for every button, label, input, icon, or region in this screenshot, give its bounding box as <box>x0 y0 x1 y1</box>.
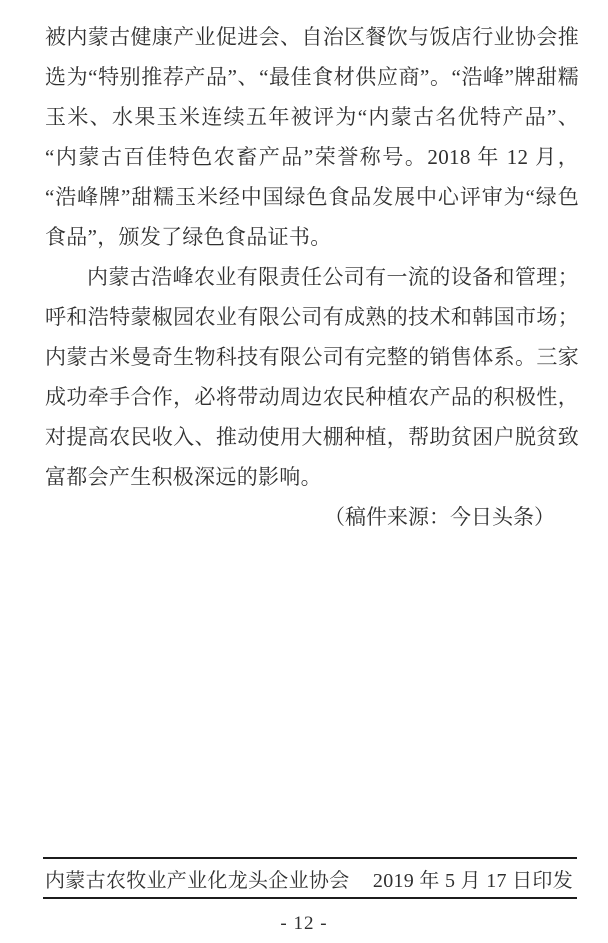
footer-print-date: 2019 年 5 月 17 日印发 <box>372 869 573 892</box>
footer-issuer: 内蒙古农牧业产业化龙头企业协会 <box>45 869 350 892</box>
page-number: - 12 - <box>280 913 328 934</box>
document-body <box>45 17 579 537</box>
source-note: （稿件来源：今日头条） <box>324 505 555 529</box>
paragraph-cooperation: 内蒙古浩峰农业有限责任公司有一流的设备和管理；呼和浩特蒙椒园农业有限公司有成熟的技术和韩国市场；内蒙古米曼奇生物科技有限公司有完整的销售体系。三家成功牵手合作，必将带动周边农民种植农产品的积极性，对提高农民收入、推动使用大棚种植，帮助贫困户脱贫致富都会产生积极深远的影响。 <box>45 265 579 489</box>
footer-colophon <box>43 857 577 899</box>
paragraph-awards: 被内蒙古健康产业促进会、自治区餐饮与饭店行业协会推选为“特别推荐产品”、“最佳食材供应商”。“浩峰”牌甜糯玉米、水果玉米连续五年被评为“内蒙古名优特产品”、“内蒙古百佳特色农畜产品”荣誉称号。2018 年 12 月，“浩峰牌”甜糯玉米经中国绿色食品发展中心评审为“绿色食品”，颁发了绿色食品证书。 <box>45 25 579 249</box>
